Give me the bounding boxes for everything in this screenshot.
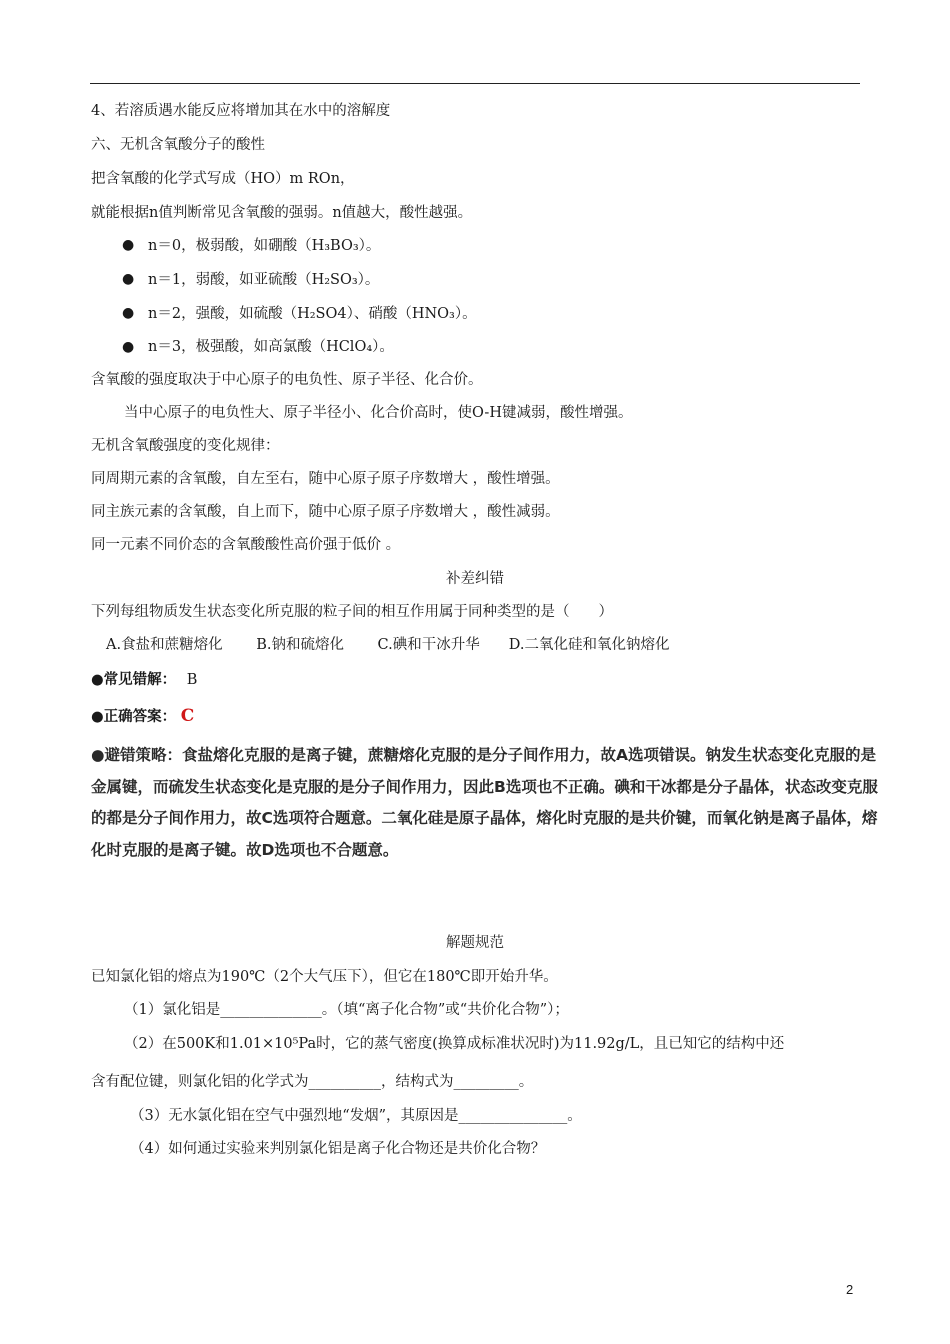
question-item: （3）无水氯化铝在空气中强烈地“发烟”，其原因是_______________。 <box>130 1108 582 1124</box>
header-rule <box>90 83 860 84</box>
text-line: 同一元素不同价态的含氧酸酸性高价强于低价 。 <box>91 537 401 553</box>
correct-answer <box>91 706 194 727</box>
list-item: n＝2，强酸，如硫酸（H₂SO4）、硝酸（HNO₃）。 <box>148 306 477 322</box>
text-line: 无机含氧酸强度的变化规律： <box>91 438 280 454</box>
analysis-paragraph: ●避错策略：食盐熔化克服的是离子键，蔗糖熔化克服的是分子间作用力，故A选项错误。钠发生状态变化克服的是金属键，而硫发生状态变化是克服的是分子间作用力，因此B选项也不正确。碘和干冰都是分子晶体，状态改变克服的都是分子间作用力，故C选项符合题意。二氧化硅是原子晶体，熔化时克服的是共价键，而氧化钠是离子晶体，熔化时克服的是离子键。故D选项也不合题意。 <box>91 746 878 859</box>
bullet-icon: ● <box>122 271 135 287</box>
answer-options: A.食盐和蔗糖熔化 B.钠和硫熔化 C.碘和干冰升华 D.二氧化硅和氧化钠熔化 <box>106 637 670 653</box>
section-title: 补差纠错 <box>446 571 504 587</box>
bullet-icon: ● <box>122 305 135 321</box>
bullet-icon: ● <box>122 237 135 253</box>
question-text: 下列每组物质发生状态变化所克服的粒子间的相互作用属于同种类型的是（ ） <box>91 604 613 620</box>
list-item: n＝0，极弱酸，如硼酸（H₃BO₃）。 <box>148 238 381 254</box>
text-line: 当中心原子的电负性大、原子半径小、化合价高时，使O-H键减弱，酸性增强。 <box>124 405 633 421</box>
question-item: 含有配位键，则氯化铝的化学式为__________，结构式为_________。 <box>91 1074 534 1090</box>
text-line: 同周期元素的含氧酸，自左至右，随中心原子原子序数增大 ，酸性增强。 <box>91 471 560 487</box>
question-item: （2）在500K和1.01×10⁵Pa时，它的蒸气密度(换算成标准状况时)为11.92g/L，且已知它的结构中还 <box>124 1036 785 1052</box>
section-title: 解题规范 <box>446 935 504 951</box>
question-item: （1）氯化铝是______________。（填“离子化合物”或“共价化合物”）； <box>124 1002 569 1018</box>
text-line: 同主族元素的含氧酸，自上而下，随中心原子原子序数增大 ，酸性减弱。 <box>91 504 560 520</box>
correct-answer-label: ●正确答案： <box>91 709 177 725</box>
bullet-icon: ● <box>122 339 135 355</box>
list-item: n＝3，极强酸，如高氯酸（HClO₄）。 <box>148 339 394 355</box>
page-number: 2 <box>846 1282 854 1297</box>
correct-answer-value: C <box>180 706 195 726</box>
wrong-answer <box>91 670 197 690</box>
text-line: 把含氧酸的化学式写成（HO）m ROn， <box>91 171 355 187</box>
wrong-answer-value: B <box>186 672 198 688</box>
problem-intro: 已知氯化铝的熔点为190℃（2个大气压下），但它在180℃即开始升华。 <box>91 969 558 985</box>
text-line: 含氧酸的强度取决于中心原子的电负性、原子半径、化合价。 <box>91 372 483 388</box>
text-line: 4、若溶质遇水能反应将增加其在水中的溶解度 <box>91 103 391 119</box>
section-heading: 六、无机含氧酸分子的酸性 <box>91 137 265 153</box>
list-item: n＝1，弱酸，如亚硫酸（H₂SO₃）。 <box>148 272 380 288</box>
question-item: （4）如何通过实验来判别氯化铝是离子化合物还是共价化合物？ <box>130 1141 546 1157</box>
text-line: 就能根据n值判断常见含氧酸的强弱。n值越大，酸性越强。 <box>91 205 473 221</box>
wrong-answer-label: ●常见错解： <box>91 672 177 688</box>
